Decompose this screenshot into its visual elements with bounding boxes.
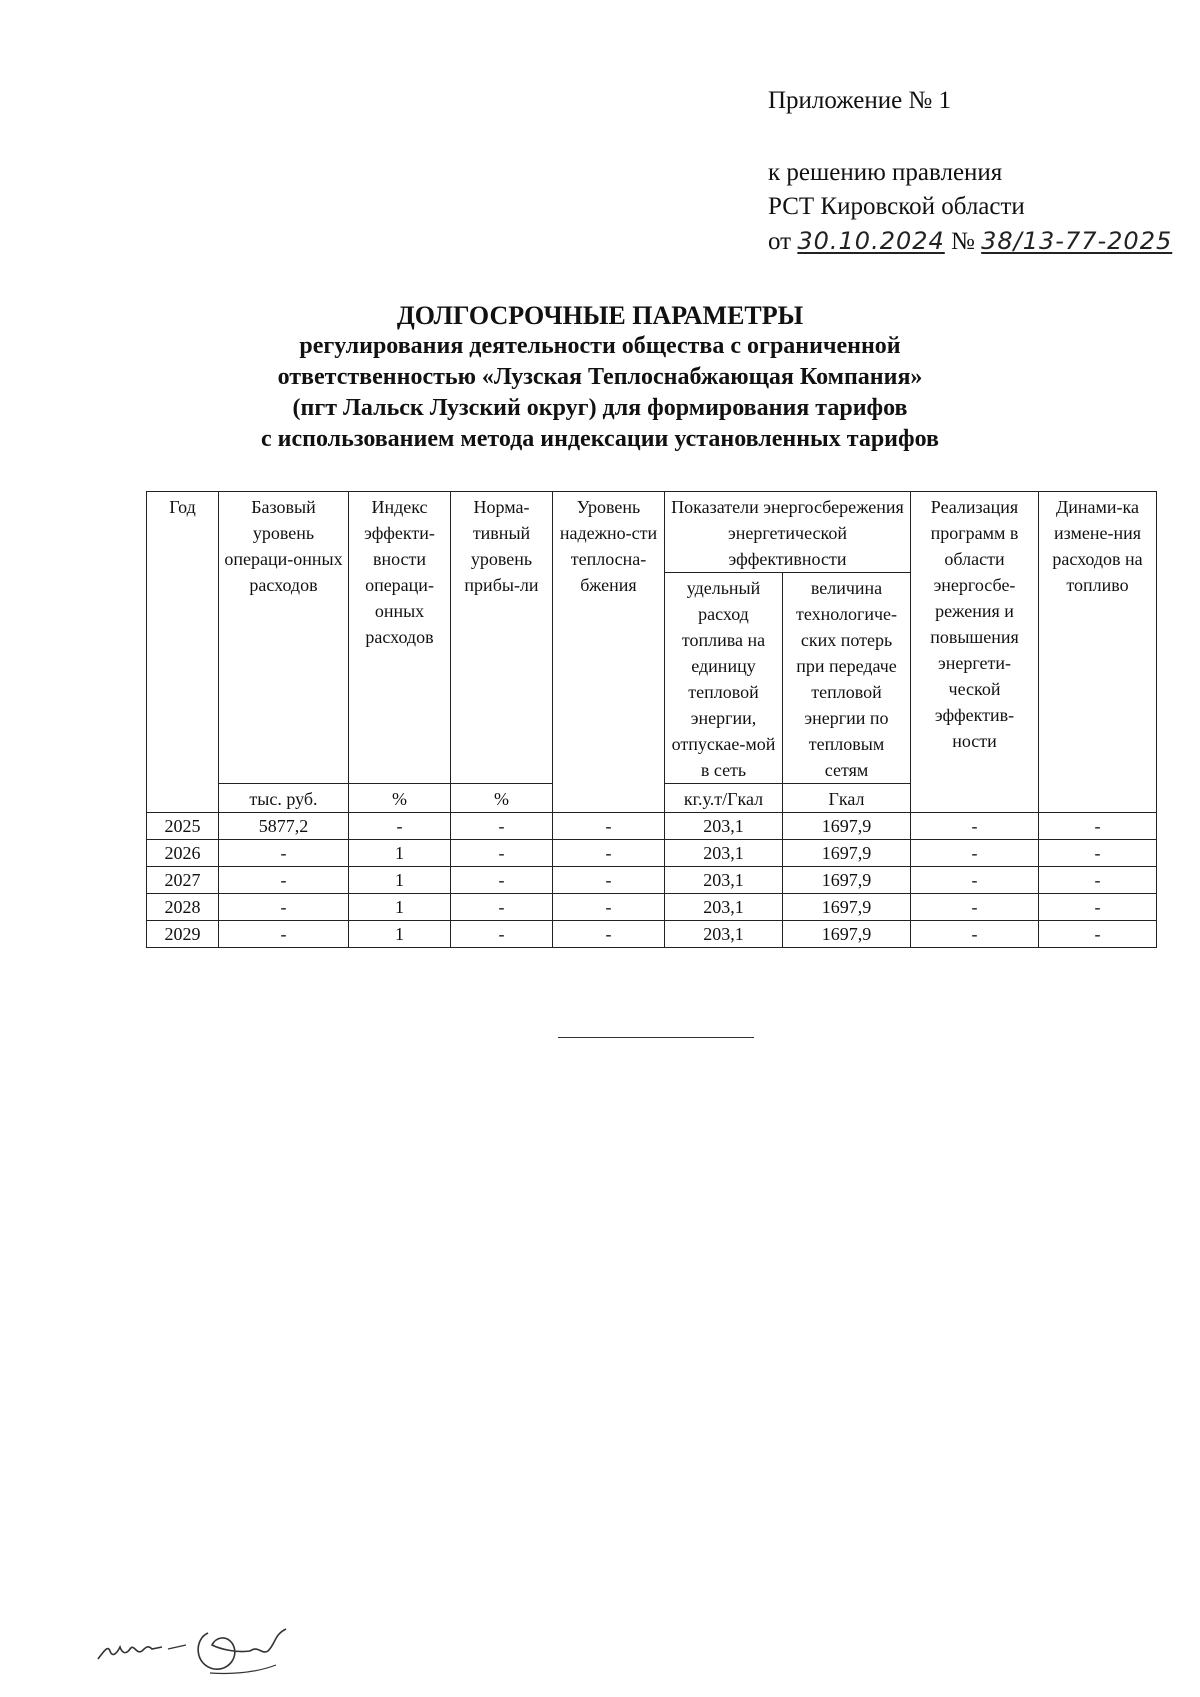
cell-losses: 1697,9 <box>783 921 911 948</box>
date-prefix: от <box>768 228 792 255</box>
table-row <box>147 894 1157 921</box>
unit-losses: Гкал <box>783 784 911 813</box>
cell-profit: - <box>451 867 553 894</box>
header-year: Год <box>147 492 219 813</box>
header-fuel-rate: удельный расход топлива на единицу тепловой энергии, отпускае-мой в сеть <box>665 573 783 784</box>
end-divider <box>558 1037 754 1038</box>
cell-reliability: - <box>553 921 665 948</box>
header-efficiency-index: Индекс эффекти-вности операци-онных расходов <box>349 492 451 784</box>
cell-index: 1 <box>349 921 451 948</box>
header-losses: величина технологиче-ских потерь при передаче тепловой энергии по тепловым сетям <box>783 573 911 784</box>
cell-base: - <box>219 840 349 867</box>
heading-line-1: регулирования деятельности общества с ограниченной <box>299 333 901 359</box>
document-heading <box>130 300 1070 455</box>
header-reliability: Уровень надежно-сти теплосна-бжения <box>553 492 665 813</box>
cell-losses: 1697,9 <box>783 813 911 840</box>
cell-reliability: - <box>553 813 665 840</box>
parameters-table <box>146 491 1157 948</box>
cell-programs: - <box>911 921 1039 948</box>
cell-index: - <box>349 813 451 840</box>
unit-base-level: тыс. руб. <box>219 784 349 813</box>
cell-programs: - <box>911 894 1039 921</box>
cell-base: 5877,2 <box>219 813 349 840</box>
unit-fuel-rate: кг.у.т/Гкал <box>665 784 783 813</box>
decision-date: 30.10.2024 <box>797 227 945 255</box>
annex-line-1: к решению правления <box>768 159 1003 186</box>
cell-base: - <box>219 894 349 921</box>
cell-index: 1 <box>349 840 451 867</box>
annex-date-line <box>768 224 1172 259</box>
cell-base: - <box>219 867 349 894</box>
cell-fuel: 203,1 <box>665 894 783 921</box>
annex-line-2: РСТ Кировской области <box>768 193 1025 220</box>
cell-profit: - <box>451 894 553 921</box>
cell-losses: 1697,9 <box>783 867 911 894</box>
heading-line-2: ответственностью «Лузская Теплоснабжающая Компания» <box>277 364 923 390</box>
header-energy-group: Показатели энергосбережения энергетической эффективности <box>665 492 911 573</box>
cell-reliability: - <box>553 840 665 867</box>
cell-profit: - <box>451 813 553 840</box>
cell-dynamics: - <box>1039 813 1157 840</box>
cell-year: 2028 <box>147 894 219 921</box>
heading-main: ДОЛГОСРОЧНЫЕ ПАРАМЕТРЫ <box>396 301 804 330</box>
heading-line-3: (пгт Лальск Лузский округ) для формирования тарифов <box>292 395 908 421</box>
cell-programs: - <box>911 813 1039 840</box>
cell-index: 1 <box>349 894 451 921</box>
cell-fuel: 203,1 <box>665 921 783 948</box>
cell-index: 1 <box>349 867 451 894</box>
annex-block <box>768 84 1172 259</box>
table-row <box>147 867 1157 894</box>
cell-fuel: 203,1 <box>665 813 783 840</box>
cell-year: 2029 <box>147 921 219 948</box>
heading-line-4: с использованием метода индексации установленных тарифов <box>261 426 939 452</box>
number-prefix: № <box>951 228 975 255</box>
decision-number: 38/13-77-2025 <box>981 227 1173 255</box>
cell-dynamics: - <box>1039 867 1157 894</box>
cell-programs: - <box>911 840 1039 867</box>
annex-title: Приложение № 1 <box>768 87 952 114</box>
cell-year: 2025 <box>147 813 219 840</box>
cell-year: 2027 <box>147 867 219 894</box>
cell-dynamics: - <box>1039 840 1157 867</box>
cell-reliability: - <box>553 867 665 894</box>
signature-icon <box>90 1615 390 1680</box>
header-fuel-dynamics: Динами-ка измене-ния расходов на топливо <box>1039 492 1157 813</box>
header-profit-level: Норма-тивный уровень прибы-ли <box>451 492 553 784</box>
header-programs: Реализация программ в области энергосбе-режения и повышения энергети-ческой эффектив-ности <box>911 492 1039 813</box>
cell-year: 2026 <box>147 840 219 867</box>
table-row <box>147 921 1157 948</box>
cell-programs: - <box>911 867 1039 894</box>
cell-dynamics: - <box>1039 894 1157 921</box>
unit-profit-level: % <box>451 784 553 813</box>
cell-reliability: - <box>553 894 665 921</box>
cell-losses: 1697,9 <box>783 840 911 867</box>
cell-fuel: 203,1 <box>665 867 783 894</box>
cell-base: - <box>219 921 349 948</box>
table-row <box>147 813 1157 840</box>
table-row <box>147 840 1157 867</box>
cell-losses: 1697,9 <box>783 894 911 921</box>
cell-profit: - <box>451 921 553 948</box>
header-base-level: Базовый уровень операци-онных расходов <box>219 492 349 784</box>
unit-efficiency-index: % <box>349 784 451 813</box>
cell-fuel: 203,1 <box>665 840 783 867</box>
cell-profit: - <box>451 840 553 867</box>
cell-dynamics: - <box>1039 921 1157 948</box>
